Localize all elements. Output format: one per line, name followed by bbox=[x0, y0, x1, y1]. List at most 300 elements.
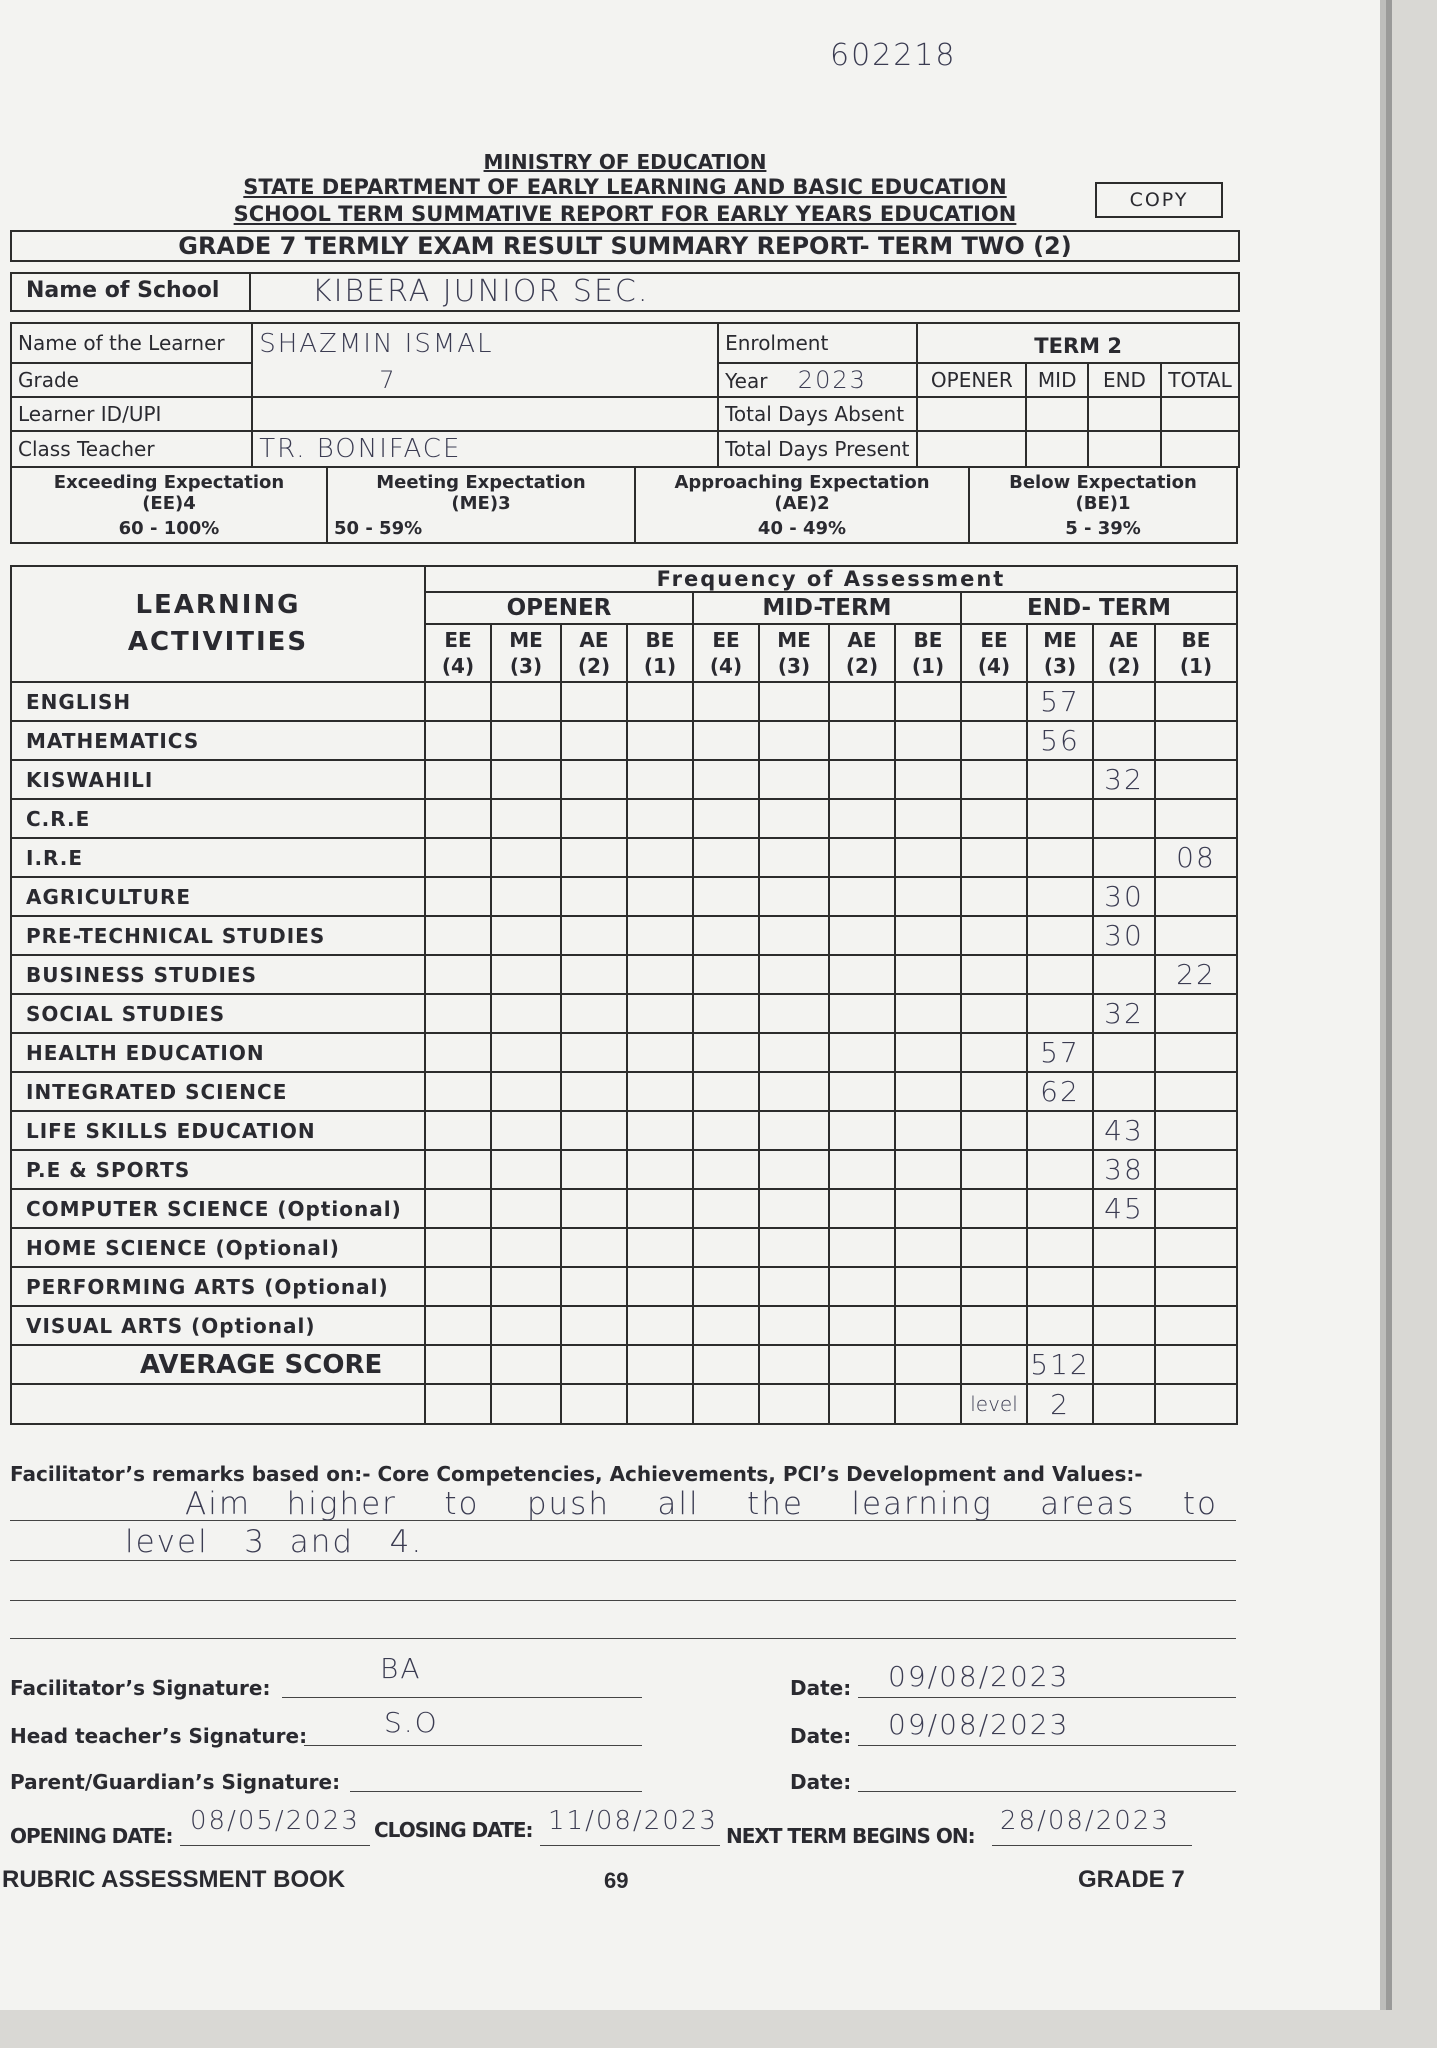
end-term-score-be bbox=[1155, 1228, 1237, 1267]
end-term-score-be bbox=[1155, 1189, 1237, 1228]
school-value: KIBERA JUNIOR SEC. bbox=[312, 274, 650, 309]
score-cell bbox=[627, 682, 693, 721]
score-cell bbox=[693, 916, 759, 955]
footer-grade: GRADE 7 bbox=[1078, 1866, 1185, 1893]
score-cell bbox=[759, 955, 829, 994]
end-term-score-me bbox=[1027, 955, 1093, 994]
next-term-label: NEXT TERM BEGINS ON: bbox=[726, 1824, 975, 1848]
end-term-score-me: 57 bbox=[1027, 682, 1093, 721]
end-term-score-me bbox=[1027, 1267, 1093, 1306]
level-value: 2 bbox=[1027, 1384, 1093, 1424]
score-cell bbox=[627, 838, 693, 877]
grade-value: 7 bbox=[252, 363, 718, 397]
score-cell bbox=[693, 760, 759, 799]
end-term-score-ae: 32 bbox=[1093, 760, 1155, 799]
score-cell bbox=[895, 799, 961, 838]
next-term-line bbox=[992, 1845, 1192, 1846]
score-cell bbox=[693, 799, 759, 838]
period-endterm: END- TERM bbox=[961, 592, 1237, 624]
score-cell bbox=[627, 994, 693, 1033]
learning-activities-heading: LEARNING ACTIVITIES bbox=[11, 566, 425, 682]
end-term-score-me bbox=[1027, 760, 1093, 799]
report-heading: SCHOOL TERM SUMMATIVE REPORT FOR EARLY YEARS EDUCATION bbox=[233, 202, 1017, 226]
score-cell bbox=[425, 1306, 491, 1345]
score-cell bbox=[829, 1111, 895, 1150]
score-cell bbox=[693, 1033, 759, 1072]
score-cell bbox=[561, 838, 627, 877]
score-cell bbox=[759, 721, 829, 760]
end-term-score-me bbox=[1027, 1306, 1093, 1345]
facilitator-signature-line bbox=[282, 1697, 642, 1698]
end-term-score-be bbox=[1155, 877, 1237, 916]
score-cell bbox=[693, 955, 759, 994]
score-cell bbox=[829, 994, 895, 1033]
score-cell bbox=[561, 799, 627, 838]
score-cell bbox=[425, 1150, 491, 1189]
date-label-3: Date: bbox=[790, 1770, 852, 1794]
upi-value bbox=[252, 397, 718, 431]
score-cell bbox=[561, 1150, 627, 1189]
score-cell bbox=[693, 1228, 759, 1267]
subject-name: PRE-TECHNICAL STUDIES bbox=[11, 916, 425, 955]
end-term-score-be bbox=[1155, 916, 1237, 955]
score-cell bbox=[759, 1267, 829, 1306]
end-term-score-me: 57 bbox=[1027, 1033, 1093, 1072]
term-col-opener: OPENER bbox=[917, 363, 1026, 397]
end-term-score-ee bbox=[961, 1189, 1027, 1228]
score-cell bbox=[759, 760, 829, 799]
score-cell bbox=[561, 682, 627, 721]
subject-row bbox=[11, 877, 1237, 916]
end-term-score-me bbox=[1027, 1189, 1093, 1228]
score-cell bbox=[561, 994, 627, 1033]
score-cell bbox=[829, 799, 895, 838]
absent-total bbox=[1161, 397, 1239, 431]
score-cell bbox=[627, 1306, 693, 1345]
end-term-score-ae: 32 bbox=[1093, 994, 1155, 1033]
score-cell bbox=[829, 916, 895, 955]
score-cell bbox=[491, 1111, 561, 1150]
end-term-score-ee bbox=[961, 1228, 1027, 1267]
level-header-1-0: EE (4) bbox=[693, 624, 759, 682]
subject-row bbox=[11, 1111, 1237, 1150]
subject-name: P.E & SPORTS bbox=[11, 1150, 425, 1189]
score-cell bbox=[895, 1306, 961, 1345]
end-term-score-ae bbox=[1093, 799, 1155, 838]
score-cell bbox=[561, 1111, 627, 1150]
score-cell bbox=[895, 1150, 961, 1189]
end-term-score-ae bbox=[1093, 1306, 1155, 1345]
score-cell bbox=[693, 1189, 759, 1228]
end-term-score-ae: 45 bbox=[1093, 1189, 1155, 1228]
date-line-1 bbox=[858, 1697, 1236, 1698]
score-cell bbox=[627, 1111, 693, 1150]
subject-row bbox=[11, 682, 1237, 721]
score-cell bbox=[425, 1111, 491, 1150]
score-cell bbox=[829, 760, 895, 799]
score-cell bbox=[425, 721, 491, 760]
term-label: TERM 2 bbox=[917, 323, 1239, 363]
remarks-line-2 bbox=[10, 1560, 1236, 1561]
end-term-score-be bbox=[1155, 1267, 1237, 1306]
score-cell bbox=[561, 1306, 627, 1345]
level-header-2-0: EE (4) bbox=[961, 624, 1027, 682]
copy-stamp: COPY bbox=[1095, 182, 1223, 218]
score-cell bbox=[759, 916, 829, 955]
score-cell bbox=[759, 838, 829, 877]
present-mid bbox=[1026, 431, 1087, 467]
score-cell bbox=[829, 1306, 895, 1345]
level-row-blank bbox=[11, 1384, 425, 1424]
class-teacher-value: TR. BONIFACE bbox=[252, 431, 718, 467]
next-term-date: 28/08/2023 bbox=[1000, 1806, 1170, 1836]
score-cell bbox=[829, 682, 895, 721]
subject-row bbox=[11, 799, 1237, 838]
score-cell bbox=[829, 877, 895, 916]
parent-signature-line bbox=[350, 1791, 642, 1792]
level-header-2-2: AE (2) bbox=[1093, 624, 1155, 682]
learner-name-label: Name of the Learner bbox=[11, 323, 252, 363]
level-header-2-1: ME (3) bbox=[1027, 624, 1093, 682]
term-col-total: TOTAL bbox=[1161, 363, 1239, 397]
score-cell bbox=[627, 799, 693, 838]
score-cell bbox=[627, 1072, 693, 1111]
end-term-score-be bbox=[1155, 1306, 1237, 1345]
subject-name: PERFORMING ARTS (Optional) bbox=[11, 1267, 425, 1306]
score-cell bbox=[627, 760, 693, 799]
period-opener: OPENER bbox=[425, 592, 693, 624]
end-term-score-me: 62 bbox=[1027, 1072, 1093, 1111]
end-term-score-ee bbox=[961, 994, 1027, 1033]
facilitator-date: 09/08/2023 bbox=[888, 1660, 1070, 1693]
report-title: GRADE 7 TERMLY EXAM RESULT SUMMARY REPORT- TERM TWO (2) bbox=[10, 230, 1240, 262]
score-cell bbox=[895, 916, 961, 955]
subject-row bbox=[11, 994, 1237, 1033]
subject-row bbox=[11, 1228, 1237, 1267]
department-heading: STATE DEPARTMENT OF EARLY LEARNING AND BASIC EDUCATION bbox=[243, 175, 1007, 199]
score-cell bbox=[627, 1267, 693, 1306]
scale-ae-range: 40 - 49% bbox=[635, 514, 969, 543]
score-cell bbox=[759, 682, 829, 721]
score-cell bbox=[829, 1150, 895, 1189]
score-cell bbox=[895, 1267, 961, 1306]
remarks-text-1: Aim higher to push all the learning areas to bbox=[185, 1486, 1218, 1522]
score-cell bbox=[627, 1033, 693, 1072]
subject-name: KISWAHILI bbox=[11, 760, 425, 799]
score-cell bbox=[829, 1072, 895, 1111]
score-cell bbox=[561, 1033, 627, 1072]
end-term-score-ee bbox=[961, 1111, 1027, 1150]
facilitator-signature-label: Facilitator’s Signature: bbox=[10, 1676, 271, 1700]
end-term-score-ee bbox=[961, 877, 1027, 916]
score-cell bbox=[829, 1267, 895, 1306]
score-cell bbox=[561, 1228, 627, 1267]
remarks-text-2: level 3 and 4. bbox=[125, 1524, 424, 1560]
subject-name: SOCIAL STUDIES bbox=[11, 994, 425, 1033]
term-col-end: END bbox=[1088, 363, 1161, 397]
score-cell bbox=[491, 838, 561, 877]
end-term-score-me: 56 bbox=[1027, 721, 1093, 760]
subject-name: ENGLISH bbox=[11, 682, 425, 721]
end-term-score-be bbox=[1155, 721, 1237, 760]
subject-name: INTEGRATED SCIENCE bbox=[11, 1072, 425, 1111]
score-cell bbox=[491, 877, 561, 916]
scale-ee: Exceeding Expectation (EE)4 bbox=[11, 467, 327, 514]
end-term-score-be bbox=[1155, 1150, 1237, 1189]
score-cell bbox=[895, 721, 961, 760]
end-term-score-ae bbox=[1093, 1267, 1155, 1306]
end-term-score-ee bbox=[961, 1072, 1027, 1111]
subject-row bbox=[11, 760, 1237, 799]
footer-page-number: 69 bbox=[604, 1868, 629, 1893]
end-term-score-be bbox=[1155, 1111, 1237, 1150]
score-cell bbox=[693, 682, 759, 721]
year-value: 2023 bbox=[797, 366, 867, 394]
scale-be-range: 5 - 39% bbox=[969, 514, 1237, 543]
level-row bbox=[11, 1384, 1237, 1424]
score-cell bbox=[759, 1033, 829, 1072]
score-cell bbox=[491, 1150, 561, 1189]
end-term-score-me bbox=[1027, 1150, 1093, 1189]
score-cell bbox=[491, 1072, 561, 1111]
class-teacher-label: Class Teacher bbox=[11, 431, 252, 467]
end-term-score-ee bbox=[961, 721, 1027, 760]
score-cell bbox=[491, 799, 561, 838]
scale-be: Below Expectation (BE)1 bbox=[969, 467, 1237, 514]
score-cell bbox=[425, 1228, 491, 1267]
score-cell bbox=[627, 955, 693, 994]
score-cell bbox=[425, 799, 491, 838]
year-cell bbox=[718, 363, 917, 397]
opening-date-label: OPENING DATE: bbox=[10, 1824, 173, 1848]
level-header-0-1: ME (3) bbox=[491, 624, 561, 682]
facilitator-signature: BA bbox=[380, 1652, 422, 1685]
end-term-score-be: 08 bbox=[1155, 838, 1237, 877]
days-present-label: Total Days Present bbox=[718, 431, 917, 467]
upi-label: Learner ID/UPI bbox=[11, 397, 252, 431]
end-term-score-ae bbox=[1093, 1072, 1155, 1111]
ministry-heading: MINISTRY OF EDUCATION bbox=[483, 150, 767, 174]
score-cell bbox=[491, 994, 561, 1033]
level-header-0-0: EE (4) bbox=[425, 624, 491, 682]
end-term-score-ee bbox=[961, 1267, 1027, 1306]
score-cell bbox=[491, 1306, 561, 1345]
level-header-1-2: AE (2) bbox=[829, 624, 895, 682]
score-cell bbox=[425, 682, 491, 721]
year-label: Year bbox=[725, 369, 768, 393]
score-cell bbox=[895, 682, 961, 721]
level-header-1-3: BE (1) bbox=[895, 624, 961, 682]
score-cell bbox=[425, 760, 491, 799]
end-term-score-ae bbox=[1093, 1228, 1155, 1267]
score-cell bbox=[693, 1111, 759, 1150]
score-cell bbox=[829, 955, 895, 994]
subject-name: BUSINESS STUDIES bbox=[11, 955, 425, 994]
score-cell bbox=[491, 760, 561, 799]
end-term-score-ae bbox=[1093, 721, 1155, 760]
score-cell bbox=[693, 721, 759, 760]
head-teacher-signature: S.O bbox=[384, 1706, 439, 1739]
assessment-grid bbox=[10, 565, 1238, 1425]
end-term-score-be bbox=[1155, 994, 1237, 1033]
score-cell bbox=[829, 838, 895, 877]
remarks-label: Facilitator’s remarks based on:- Core Competencies, Achievements, PCI’s Development and Values:- bbox=[10, 1462, 1143, 1486]
subject-row bbox=[11, 916, 1237, 955]
present-opener bbox=[917, 431, 1026, 467]
score-cell bbox=[895, 1033, 961, 1072]
score-cell bbox=[759, 1150, 829, 1189]
present-total bbox=[1161, 431, 1239, 467]
opening-date-line bbox=[180, 1845, 370, 1846]
closing-date-label: CLOSING DATE: bbox=[374, 1818, 533, 1842]
score-cell bbox=[693, 1306, 759, 1345]
score-cell bbox=[759, 994, 829, 1033]
head-teacher-signature-label: Head teacher’s Signature: bbox=[10, 1724, 308, 1748]
score-cell bbox=[491, 682, 561, 721]
score-cell bbox=[425, 1033, 491, 1072]
score-cell bbox=[693, 1150, 759, 1189]
subject-row bbox=[11, 955, 1237, 994]
score-cell bbox=[895, 1228, 961, 1267]
subject-row bbox=[11, 1189, 1237, 1228]
subject-name: COMPUTER SCIENCE (Optional) bbox=[11, 1189, 425, 1228]
score-cell bbox=[693, 994, 759, 1033]
end-term-score-ae: 30 bbox=[1093, 877, 1155, 916]
score-cell bbox=[759, 1189, 829, 1228]
end-term-score-ae bbox=[1093, 955, 1155, 994]
absent-end bbox=[1088, 397, 1161, 431]
frequency-heading: Frequency of Assessment bbox=[425, 566, 1237, 592]
enrolment-label: Enrolment bbox=[718, 323, 917, 363]
score-cell bbox=[561, 1189, 627, 1228]
opening-date: 08/05/2023 bbox=[190, 1806, 360, 1836]
closing-date-line bbox=[540, 1845, 720, 1846]
end-term-score-ae bbox=[1093, 838, 1155, 877]
score-cell bbox=[425, 838, 491, 877]
score-cell bbox=[829, 1033, 895, 1072]
school-row bbox=[10, 272, 1240, 312]
rubric-scale-table bbox=[10, 466, 1238, 544]
score-cell bbox=[491, 1189, 561, 1228]
score-cell bbox=[627, 1228, 693, 1267]
subject-row bbox=[11, 838, 1237, 877]
score-cell bbox=[895, 760, 961, 799]
score-cell bbox=[627, 916, 693, 955]
learner-name-value: SHAZMIN ISMAL bbox=[252, 323, 718, 363]
end-term-score-be bbox=[1155, 760, 1237, 799]
end-term-score-ae bbox=[1093, 682, 1155, 721]
score-cell bbox=[759, 1228, 829, 1267]
score-cell bbox=[425, 1267, 491, 1306]
end-term-score-me bbox=[1027, 994, 1093, 1033]
level-header-2-3: BE (1) bbox=[1155, 624, 1237, 682]
score-cell bbox=[895, 1072, 961, 1111]
score-cell bbox=[425, 1189, 491, 1228]
end-term-score-me bbox=[1027, 799, 1093, 838]
end-term-score-ee bbox=[961, 1306, 1027, 1345]
date-label-1: Date: bbox=[790, 1676, 852, 1700]
score-cell bbox=[627, 1150, 693, 1189]
end-term-score-be bbox=[1155, 1033, 1237, 1072]
score-cell bbox=[693, 877, 759, 916]
score-cell bbox=[561, 916, 627, 955]
level-header-0-3: BE (1) bbox=[627, 624, 693, 682]
subject-name: LIFE SKILLS EDUCATION bbox=[11, 1111, 425, 1150]
remarks-line-4 bbox=[10, 1638, 1236, 1639]
end-term-score-be bbox=[1155, 799, 1237, 838]
score-cell bbox=[491, 1267, 561, 1306]
score-cell bbox=[693, 1072, 759, 1111]
score-cell bbox=[759, 1111, 829, 1150]
end-term-score-ae: 38 bbox=[1093, 1150, 1155, 1189]
score-cell bbox=[561, 955, 627, 994]
grade-label: Grade bbox=[11, 363, 252, 397]
end-term-score-ee bbox=[961, 682, 1027, 721]
score-cell bbox=[895, 838, 961, 877]
end-term-score-me bbox=[1027, 877, 1093, 916]
subject-name: C.R.E bbox=[11, 799, 425, 838]
score-cell bbox=[425, 955, 491, 994]
level-label: level bbox=[961, 1384, 1027, 1424]
subject-name: MATHEMATICS bbox=[11, 721, 425, 760]
school-label: Name of School bbox=[26, 278, 220, 303]
school-divider bbox=[249, 274, 251, 310]
score-cell bbox=[561, 760, 627, 799]
end-term-score-me bbox=[1027, 838, 1093, 877]
scale-ae: Approaching Expectation (AE)2 bbox=[635, 467, 969, 514]
serial-number: 602218 bbox=[830, 38, 957, 73]
scale-ee-range: 60 - 100% bbox=[11, 514, 327, 543]
head-teacher-date: 09/08/2023 bbox=[888, 1708, 1070, 1741]
score-cell bbox=[759, 1072, 829, 1111]
head-teacher-signature-line bbox=[304, 1745, 642, 1746]
end-term-score-ae: 43 bbox=[1093, 1111, 1155, 1150]
subject-name: HEALTH EDUCATION bbox=[11, 1033, 425, 1072]
date-line-3 bbox=[858, 1791, 1236, 1792]
absent-opener bbox=[917, 397, 1026, 431]
score-cell bbox=[425, 916, 491, 955]
score-cell bbox=[759, 877, 829, 916]
end-term-score-be: 22 bbox=[1155, 955, 1237, 994]
end-term-score-me bbox=[1027, 916, 1093, 955]
end-term-score-ee bbox=[961, 838, 1027, 877]
score-cell bbox=[895, 994, 961, 1033]
end-term-score-be bbox=[1155, 1072, 1237, 1111]
learner-info-table bbox=[10, 322, 1240, 468]
score-cell bbox=[491, 916, 561, 955]
period-midterm: MID-TERM bbox=[693, 592, 961, 624]
remarks-line-3 bbox=[10, 1600, 1236, 1601]
score-cell bbox=[561, 721, 627, 760]
end-term-score-ee bbox=[961, 916, 1027, 955]
closing-date: 11/08/2023 bbox=[548, 1806, 718, 1836]
level-header-0-2: AE (2) bbox=[561, 624, 627, 682]
end-term-score-me bbox=[1027, 1111, 1093, 1150]
average-label: AVERAGE SCORE bbox=[11, 1345, 425, 1384]
subject-name: I.R.E bbox=[11, 838, 425, 877]
end-term-score-ae: 30 bbox=[1093, 916, 1155, 955]
score-cell bbox=[829, 1189, 895, 1228]
score-cell bbox=[425, 994, 491, 1033]
score-cell bbox=[759, 799, 829, 838]
score-cell bbox=[759, 1306, 829, 1345]
score-cell bbox=[895, 955, 961, 994]
absent-mid bbox=[1026, 397, 1087, 431]
days-absent-label: Total Days Absent bbox=[718, 397, 917, 431]
present-end bbox=[1088, 431, 1161, 467]
score-cell bbox=[627, 1189, 693, 1228]
scale-me-range: 50 - 59% bbox=[327, 514, 635, 543]
